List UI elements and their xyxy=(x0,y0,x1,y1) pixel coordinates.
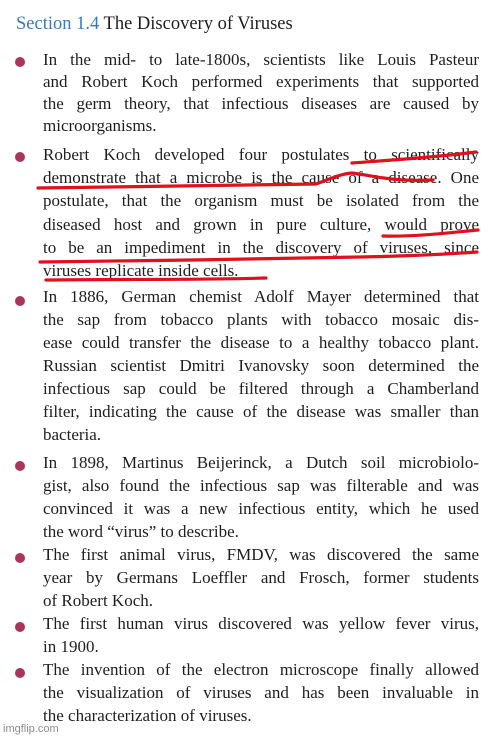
text-line: demonstrate that a microbe is the cause of a disease. One xyxy=(43,168,479,187)
text-line: ease could transfer the disease to a healthy tobacco plant. xyxy=(43,333,479,352)
text-line: infectious sap could be filtered through a Chamberland xyxy=(43,379,479,398)
text-line: gist, also found the infectious sap was filterable and was xyxy=(43,476,479,495)
text-line: in 1900. xyxy=(43,637,99,656)
text-line: The first animal virus, FMDV, was discovered the same xyxy=(43,545,479,564)
text-line: the sap from tobacco plants with tobacco mosaic dis- xyxy=(43,310,479,329)
bullet-dot-icon xyxy=(15,461,25,471)
text-line: the visualization of viruses and has been invaluable in xyxy=(43,683,479,702)
section-label: Section 1.4 xyxy=(16,14,100,34)
text-line: The first human virus discovered was yellow fever virus, xyxy=(43,614,479,633)
text-line: Robert Koch developed four postulates to scientifically xyxy=(43,145,479,164)
text-line: convinced it was a new infectious entity, which he used xyxy=(43,499,479,518)
text-line: and Robert Koch performed experiments that supported xyxy=(43,72,479,91)
bullet-dot-icon xyxy=(15,296,25,306)
text-line: year by Germans Loeffler and Frosch, former students xyxy=(43,568,479,587)
section-title: The Discovery of Viruses xyxy=(103,14,293,34)
text-line: In the mid- to late-1800s, scientists like Louis Pasteur xyxy=(43,50,479,69)
section-heading xyxy=(16,12,293,36)
text-line: Russian scientist Dmitri Ivanovsky soon determined the xyxy=(43,356,479,375)
bullet-dot-icon xyxy=(15,553,25,563)
text-line: bacteria. xyxy=(43,425,102,444)
text-line: In 1886, German chemist Adolf Mayer determined that xyxy=(43,287,479,306)
text-line: In 1898, Martinus Beijerinck, a Dutch soil microbiolo- xyxy=(43,453,479,472)
watermark: imgflip.com xyxy=(3,723,59,735)
bullet-dot-icon xyxy=(15,622,25,632)
text-line: diseased host and grown in pure culture, would prove xyxy=(43,215,479,234)
text-line: the germ theory, that infectious diseases are caused by xyxy=(43,94,479,113)
bullet-dot-icon xyxy=(15,57,25,67)
text-line: The invention of the electron microscope finally allowed xyxy=(43,660,479,679)
text-line: the word “virus” to describe. xyxy=(43,522,239,541)
text-line: viruses replicate inside cells. xyxy=(43,261,239,280)
text-line: microorganisms. xyxy=(43,116,157,135)
text-line: to be an impediment in the discovery of viruses, since xyxy=(43,238,479,257)
text-line: filter, indicating the cause of the disease was smaller than xyxy=(43,402,479,421)
text-line: the characterization of viruses. xyxy=(43,706,252,725)
bullet-dot-icon xyxy=(15,152,25,162)
text-line: postulate, that the organism must be isolated from the xyxy=(43,191,479,210)
bullet-dot-icon xyxy=(15,668,25,678)
text-line: of Robert Koch. xyxy=(43,591,154,610)
